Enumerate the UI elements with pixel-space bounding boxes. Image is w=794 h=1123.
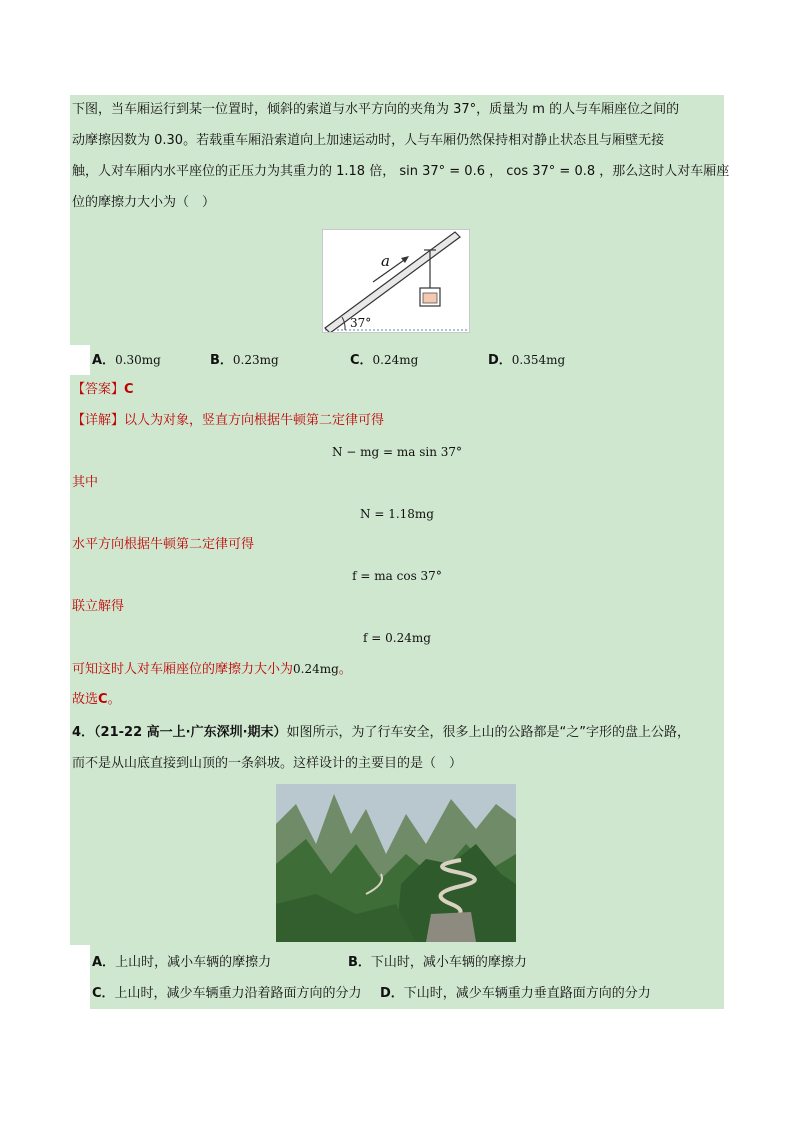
cable-rail [325,232,460,332]
q4-option-c: C．上山时，减少车辆重力沿着路面方向的分力 [92,986,362,1001]
detail-line: 【详解】以人为对象，竖直方向根据牛顿第二定律可得 [72,413,385,428]
q3-line-4: 位的摩擦力大小为（ ） [72,195,216,210]
q3-line-2: 动摩擦因数为 0.30。若载重车厢沿索道向上加速运动时，人与车厢仍然保持相对静止状态且与厢壁无接 [72,133,665,148]
q4-line-1: 4．（21-22 高一上·广东深圳·期末）如图所示，为了行车安全，很多上山的公路都是“之”字形的盘上公路， [72,725,691,740]
q4-line-2: 而不是从山底直接到山顶的一条斜坡。这样设计的主要目的是（ ） [72,756,463,771]
answer-line: 【答案】C [72,382,134,397]
text-lianli: 联立解得 [72,599,125,614]
accel-label: a [381,252,390,270]
q4-option-d: D．下山时，减少车辆重力垂直路面方向的分力 [380,986,651,1001]
mountain-road-photo [276,784,516,942]
q3-option-a: A．0.30mg [92,353,161,368]
q3-option-c: C．0.24mg [350,353,419,368]
mountain-road-illustration [276,784,516,942]
equation-2: N = 1.18mg [360,507,434,521]
q4-option-b: B．下山时，减小车辆的摩擦力 [348,955,527,970]
text-horizontal: 水平方向根据牛顿第二定律可得 [72,537,255,552]
q4-option-a: A．上山时，减小车辆的摩擦力 [92,955,272,970]
angle-label: 37° [350,316,372,330]
cabin-seat [423,293,437,303]
q3-line-3: 触，人对车厢内水平座位的正压力为其重力的 1.18 倍， sin 37° = 0.6 ， cos 37° = 0.8 ，那么这时人对车厢座 [72,164,730,179]
text-qizhong: 其中 [72,475,99,490]
incline-diagram [323,230,469,332]
conclusion-line: 可知这时人对车厢座位的摩擦力大小为0.24mg。 [72,662,352,677]
q3-line-1: 下图，当车厢运行到某一位置时，倾斜的索道与水平方向的夹角为 37°，质量为 m 的人与车厢座位之间的 [72,102,680,117]
equation-4: f = 0.24mg [363,631,431,645]
q3-option-d: D．0.354mg [488,353,566,368]
q3-option-b: B．0.23mg [210,353,279,368]
choose-line: 故选C。 [72,692,121,707]
incline-figure [322,229,470,333]
equation-1: N − mg = ma sin 37° [331,445,463,459]
equation-3: f = ma cos 37° [352,569,442,583]
